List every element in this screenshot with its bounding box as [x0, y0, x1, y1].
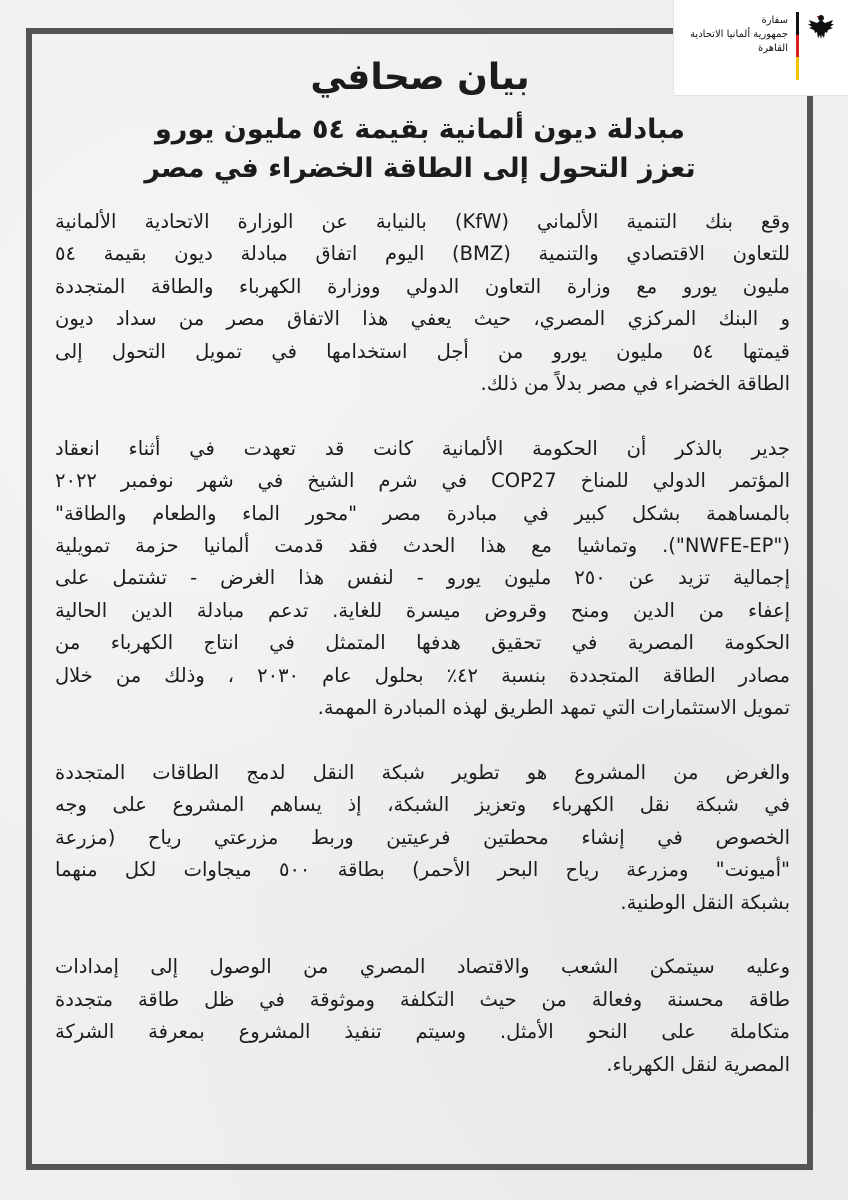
- paragraph-2: [55, 433, 790, 725]
- paragraph-line: قيمتها ٥٤ مليون يورو من أجل استخدامها في تمويل التحول إلى: [55, 339, 790, 363]
- paragraph-line: و البنك المركزي المصري، حيث يعفي هذا الاتفاق مصر من سداد ديون: [55, 307, 790, 331]
- paragraph-line: متكاملة على النحو الأمثل. وسيتم تنفيذ المشروع بمعرفة الشركة: [55, 1020, 790, 1044]
- paragraph-line: مليون يورو مع وزارة التعاون الدولي ووزارة الكهرباء والطاقة المتجددة: [55, 274, 790, 298]
- paragraph-line: في شبكة نقل الكهرباء وتعزيز الشبكة، إذ يساهم المشروع على وجه: [55, 793, 790, 817]
- paragraph-line: بالمساهمة بشكل كبير في مبادرة مصر "محور الماء والطعام والطاقة": [55, 501, 790, 525]
- embassy-name: [676, 14, 788, 56]
- embassy-line-1: سفارة: [761, 15, 788, 26]
- paragraph-line: المؤتمر الدولي للمناخ COP27 في شرم الشيخ في شهر نوفمبر ٢٠٢٢: [55, 469, 790, 493]
- headline-line-2: تعزز التحول إلى الطاقة الخضراء في مصر: [144, 153, 696, 184]
- paragraph-line: مصادر الطاقة المتجددة بنسبة ٤٢٪ بحلول عام ٢٠٣٠ ، وذلك من خلال: [55, 663, 790, 687]
- paragraph-4: [55, 951, 790, 1081]
- paragraph-line: المصرية لنقل الكهرباء.: [606, 1052, 790, 1076]
- headline-line-1: مبادلة ديون ألمانية بقيمة ٥٤ مليون يورو: [155, 114, 685, 145]
- press-release-body: [55, 206, 790, 1113]
- paragraph-line: الطاقة الخضراء في مصر بدلاً من ذلك.: [480, 372, 790, 396]
- headline: [40, 110, 800, 188]
- paragraph-line: ("NWFE-EP"). وتماشيا مع هذا الحدث فقد قدمت ألمانيا حزمة تمويلية: [55, 534, 790, 558]
- embassy-line-2: جمهورية ألمانيا الاتحادية: [690, 29, 788, 40]
- paragraph-line: "أميونت" ومزرعة رياح البحر الأحمر) بطاقة ٥٠٠ ميجاوات لكل منهما: [55, 858, 790, 882]
- paragraph-line: الخصوص في إنشاء محطتين فرعيتين وربط مزرعتي رياح (مزرعة: [55, 825, 790, 849]
- paragraph-line: الحكومة المصرية في تحقيق هدفها المتمثل في انتاج الكهرباء من: [55, 631, 790, 655]
- paragraph-line: بشبكة النقل الوطنية.: [620, 890, 790, 914]
- paragraph-line: والغرض من المشروع هو تطوير شبكة النقل لدمج الطاقات المتجددة: [55, 760, 790, 784]
- paragraph-line: تمويل الاستثمارات التي تمهد الطريق لهذه المبادرة المهمة.: [317, 696, 790, 720]
- paragraph-line: للتعاون الاقتصادي والتنمية (BMZ) اليوم اتفاق مبادلة ديون بقيمة ٥٤: [55, 242, 790, 266]
- paragraph-line: وقع بنك التنمية الألماني (KfW) بالنيابة عن الوزارة الاتحادية الألمانية: [55, 210, 790, 233]
- federal-eagle-icon: [806, 12, 836, 42]
- page-title: بيان صحافي: [310, 57, 530, 98]
- paragraph-1: [55, 206, 790, 400]
- paragraph-line: وعليه سيتمكن الشعب والاقتصاد المصري من الوصول إلى إمدادات: [55, 955, 790, 979]
- embassy-line-3: القاهرة: [758, 43, 788, 54]
- paragraph-line: إعفاء من الدين ومنح وقروض ميسرة للغاية. تدعم مبادلة الدين الحالية: [55, 598, 790, 622]
- paragraph-line: طاقة محسنة وفعالة من حيث التكلفة وموثوقة في ظل طاقة متجددة: [55, 987, 790, 1011]
- paragraph-3: [55, 757, 790, 919]
- paragraph-line: إجمالية تزيد عن ٢٥٠ مليون يورو - لنفس هذا الغرض - تشتمل على: [55, 566, 790, 590]
- paragraph-line: جدير بالذكر أن الحكومة الألمانية كانت قد تعهدت في أثناء انعقاد: [55, 436, 790, 460]
